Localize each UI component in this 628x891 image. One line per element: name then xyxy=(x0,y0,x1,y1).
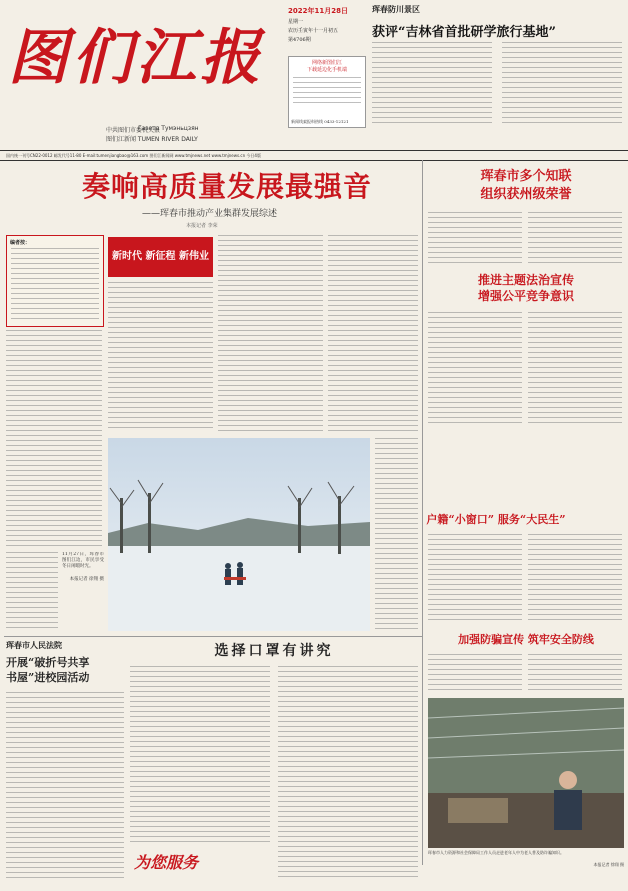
right-story-2 xyxy=(428,272,624,502)
bottom-left-story xyxy=(6,640,124,890)
lead-photo-caption: 11月27日，珲春市图们江边，市民享受冬日闲暇时光。 xyxy=(62,552,104,569)
lead-body-col1 xyxy=(6,330,102,550)
bottom-left-kicker: 珲春市人民法院 xyxy=(6,641,62,650)
right-story-4-body xyxy=(428,654,522,694)
lead-body-col2 xyxy=(108,282,213,432)
right-story-1-headline: 珲春市多个知联 组织获州级荣誉 xyxy=(480,169,572,202)
lead-photo-caption-box xyxy=(62,552,104,632)
right-story-1-body xyxy=(428,212,522,267)
right-story-2-body-col2 xyxy=(528,312,622,427)
promo-title: 网络新图们江 下载延边化手机端 xyxy=(306,60,347,73)
lead-subhead: ——珲春市推动产业集群发展综述 xyxy=(142,209,278,219)
lead-body-col1b xyxy=(6,552,58,632)
right-story-2-body xyxy=(428,312,522,427)
top-right-headline: 获评“吉林省首批研学旅行基地” xyxy=(372,25,556,40)
lead-headline: 奏响高质量发展最强音 xyxy=(82,170,373,203)
banner xyxy=(108,237,213,277)
right-story-1-body-col2 xyxy=(528,212,622,267)
masthead-site-name: 图们江新闻 TUMEN RIVER DAILY xyxy=(106,136,198,143)
masthead-subtitle-kr: Газета Тумэньцзян xyxy=(138,125,199,132)
winter-river-scene xyxy=(108,438,370,631)
lead-byline: 本报记者 李荣 xyxy=(186,223,218,229)
weekday: 星期一 xyxy=(288,19,304,25)
top-right-kicker: 珲春防川景区 xyxy=(372,5,420,14)
masthead xyxy=(0,0,628,152)
editor-note-box xyxy=(6,235,104,327)
bottom-left-body xyxy=(6,692,124,882)
bottom-center-headline: 选择口罩有讲究 xyxy=(214,643,334,659)
bottom-divider xyxy=(4,636,422,637)
fraud-prevention-photo xyxy=(428,698,624,848)
right-story-4-photo xyxy=(428,698,624,848)
info-bar-text: 国内统一刊号CN22-0012 邮发代号11-80 E-mail:tumenjiangbao@163.com 图们江新闻网 www.tmjnews.net www.tmjnews.cn 今日4版 xyxy=(6,153,261,158)
bottom-center-story xyxy=(130,640,418,890)
lead-photo xyxy=(108,438,370,631)
top-right-story xyxy=(372,4,624,150)
issue-number: 第4706期 xyxy=(288,37,311,43)
top-right-body xyxy=(372,42,492,126)
masthead-subtitle-cn: 中共图们市委机关报 xyxy=(106,127,161,134)
right-story-4-credit: 本报记者 徐翔 摄 xyxy=(593,862,624,867)
editor-note-body xyxy=(11,248,99,322)
lunar-date: 农历壬寅年十一月初五 xyxy=(288,28,339,34)
right-story-1 xyxy=(428,160,624,270)
bottom-center-body-col2 xyxy=(278,666,418,881)
banner-text: 新时代 新征程 新伟业 xyxy=(112,251,209,262)
right-story-4-body-col2 xyxy=(528,654,622,694)
right-story-4 xyxy=(428,632,624,872)
publication-date: 2022年11月28日 xyxy=(288,7,348,15)
service-ad-logo: 为您服务 xyxy=(134,853,199,872)
right-story-3-headline: 户籍“小窗口” 服务“大民生” xyxy=(426,513,566,526)
right-story-4-caption: 珲春市人力资源和社会保障局工作人员走进老年人中为老人普及防诈骗知识。 xyxy=(428,850,564,855)
right-story-2-headline: 推进主题法治宣传 增强公平竞争意识 xyxy=(477,273,574,303)
editor-note-title: 编者按： xyxy=(10,240,31,246)
date-block xyxy=(288,6,366,124)
lead-photo-credit: 本报记者 徐翔 摄 xyxy=(69,577,104,582)
promo-text xyxy=(293,77,361,107)
bottom-left-headline: 开展“破折号共享 书屋”进校园活动 xyxy=(6,656,90,684)
hotline: 新闻线索报料热线 0433-12121 xyxy=(291,119,349,124)
top-right-body-col2 xyxy=(502,42,622,126)
right-story-3-body-col2 xyxy=(528,534,622,624)
right-story-4-headline: 加强防骗宣传 筑牢安全防线 xyxy=(458,633,594,646)
lead-body-col3 xyxy=(218,235,323,435)
newspaper-logo: 图们江报 xyxy=(8,23,264,93)
qr-promo-box xyxy=(288,56,366,128)
bottom-center-body-col1 xyxy=(130,666,270,846)
right-story-3 xyxy=(368,512,624,632)
lead-body-col4 xyxy=(328,235,418,435)
right-story-3-body xyxy=(428,534,522,624)
